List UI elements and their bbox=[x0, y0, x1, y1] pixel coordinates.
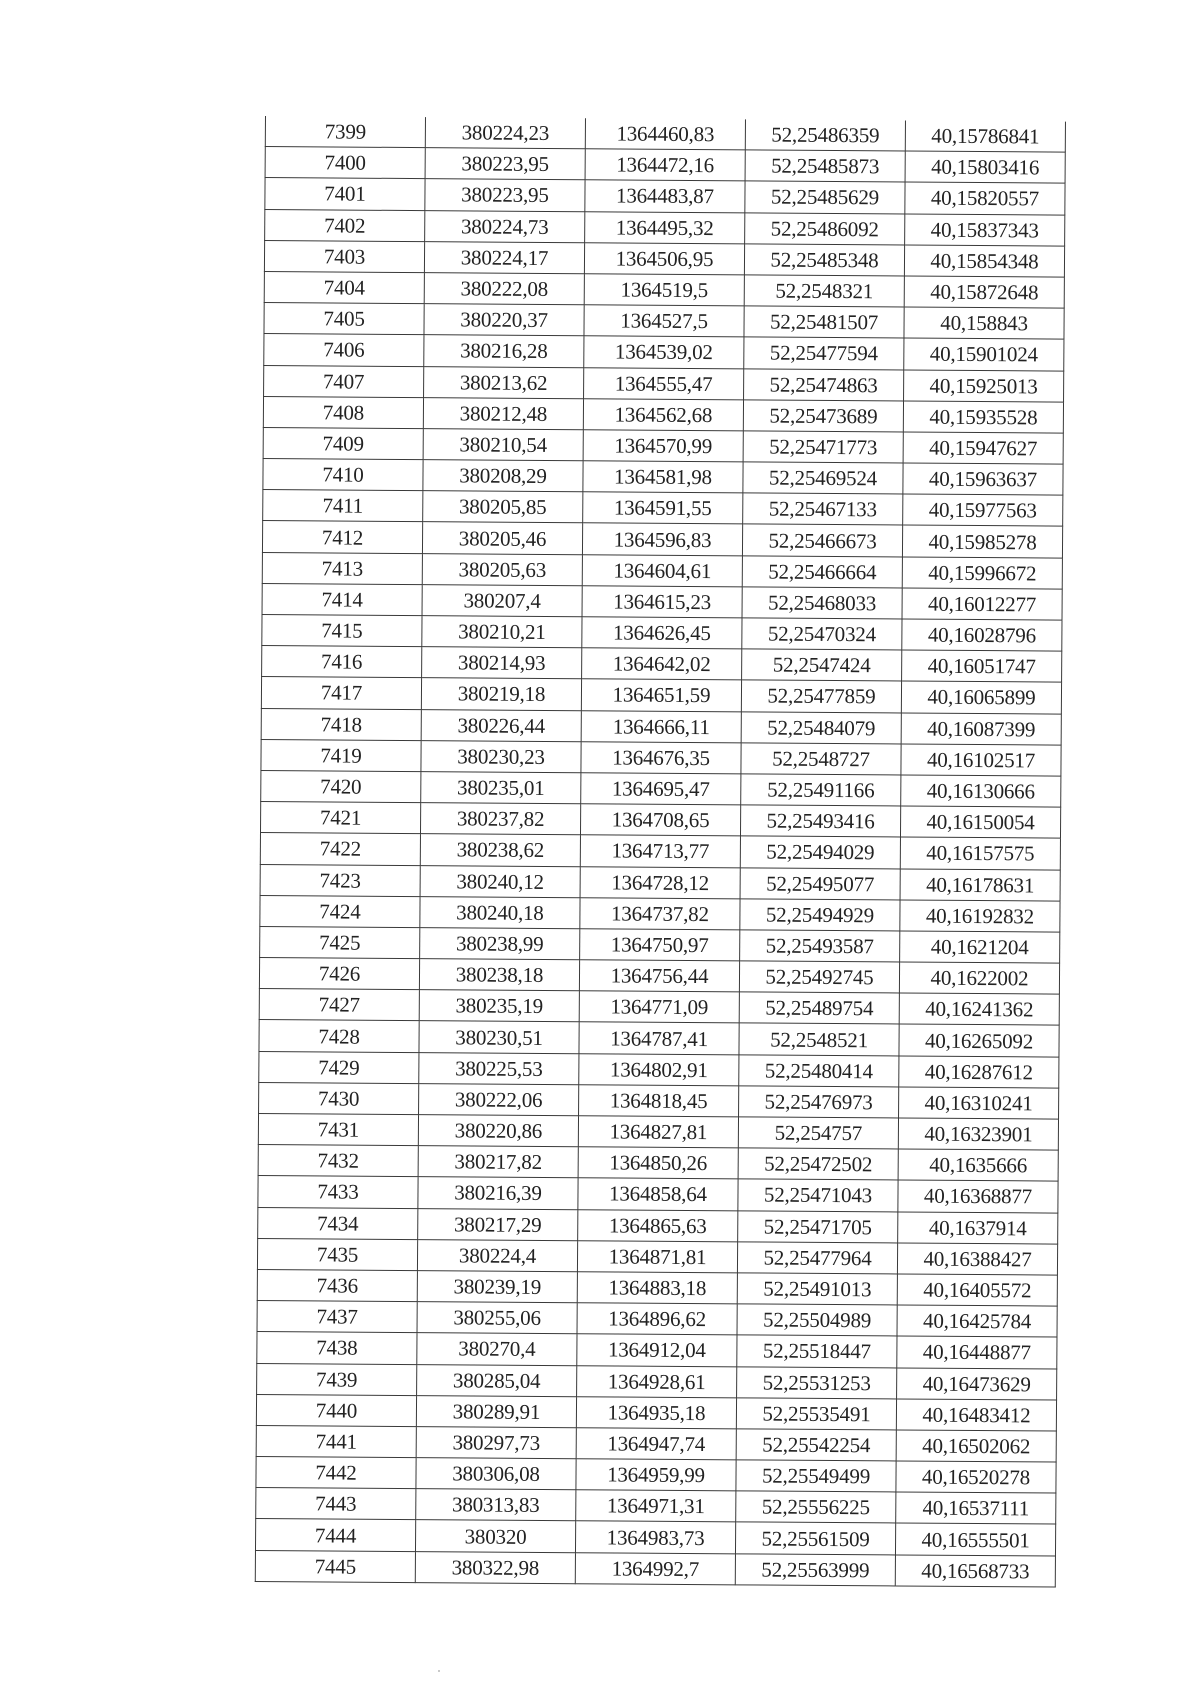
longitude-cell: 40,16065899 bbox=[901, 681, 1061, 713]
x-coordinate-cell: 380205,46 bbox=[422, 522, 582, 554]
point-number-cell: 7399 bbox=[265, 116, 425, 148]
x-coordinate-cell: 380222,06 bbox=[419, 1083, 579, 1115]
x-coordinate-cell: 380214,93 bbox=[422, 647, 582, 679]
x-coordinate-cell: 380213,62 bbox=[424, 366, 584, 398]
x-coordinate-cell: 380270,4 bbox=[417, 1333, 577, 1365]
point-number-cell: 7434 bbox=[258, 1207, 418, 1239]
x-coordinate-cell: 380224,4 bbox=[417, 1239, 577, 1271]
y-coordinate-cell: 1364519,5 bbox=[584, 274, 744, 306]
latitude-cell: 52,25469524 bbox=[743, 462, 903, 494]
latitude-cell: 52,25476973 bbox=[739, 1086, 899, 1118]
y-coordinate-cell: 1364756,44 bbox=[579, 960, 739, 992]
latitude-cell: 52,2547424 bbox=[742, 649, 902, 681]
point-number-cell: 7425 bbox=[260, 926, 420, 958]
y-coordinate-cell: 1364539,02 bbox=[584, 336, 744, 368]
latitude-cell: 52,25542254 bbox=[736, 1429, 896, 1461]
latitude-cell: 52,254757 bbox=[738, 1117, 898, 1149]
point-number-cell: 7433 bbox=[258, 1176, 418, 1208]
longitude-cell: 40,16537111 bbox=[896, 1492, 1056, 1524]
longitude-cell: 40,15935528 bbox=[903, 401, 1063, 433]
latitude-cell: 52,25473689 bbox=[743, 400, 903, 432]
point-number-cell: 7402 bbox=[265, 209, 425, 241]
x-coordinate-cell: 380239,19 bbox=[417, 1271, 577, 1303]
point-number-cell: 7427 bbox=[259, 989, 419, 1021]
x-coordinate-cell: 380313,83 bbox=[416, 1489, 576, 1521]
coordinate-table-container bbox=[255, 116, 1066, 1587]
longitude-cell: 40,15872648 bbox=[904, 276, 1064, 308]
x-coordinate-cell: 380205,85 bbox=[423, 491, 583, 523]
x-coordinate-cell: 380235,01 bbox=[421, 772, 581, 804]
point-number-cell: 7410 bbox=[263, 459, 423, 491]
longitude-cell: 40,15925013 bbox=[904, 369, 1064, 401]
y-coordinate-cell: 1364527,5 bbox=[584, 305, 744, 337]
longitude-cell: 40,15786841 bbox=[905, 120, 1065, 152]
longitude-cell: 40,16425784 bbox=[897, 1305, 1057, 1337]
y-coordinate-cell: 1364695,47 bbox=[581, 773, 741, 805]
point-number-cell: 7421 bbox=[260, 802, 420, 834]
longitude-cell: 40,16150054 bbox=[900, 806, 1060, 838]
longitude-cell: 40,16473629 bbox=[897, 1367, 1057, 1399]
y-coordinate-cell: 1364883,18 bbox=[577, 1272, 737, 1304]
latitude-cell: 52,25467133 bbox=[743, 493, 903, 525]
latitude-cell: 52,25484079 bbox=[741, 711, 901, 743]
latitude-cell: 52,25472502 bbox=[738, 1148, 898, 1180]
y-coordinate-cell: 1364483,87 bbox=[585, 180, 745, 212]
longitude-cell: 40,16157575 bbox=[900, 837, 1060, 869]
longitude-cell: 40,15854348 bbox=[904, 245, 1064, 277]
y-coordinate-cell: 1364935,18 bbox=[576, 1396, 736, 1428]
y-coordinate-cell: 1364896,62 bbox=[577, 1303, 737, 1335]
y-coordinate-cell: 1364737,82 bbox=[580, 897, 740, 929]
latitude-cell: 52,25494029 bbox=[740, 836, 900, 868]
longitude-cell: 40,16502062 bbox=[896, 1430, 1056, 1462]
point-number-cell: 7438 bbox=[257, 1332, 417, 1364]
table-row bbox=[255, 1550, 1055, 1587]
longitude-cell: 40,15803416 bbox=[905, 151, 1065, 183]
latitude-cell: 52,25471705 bbox=[738, 1210, 898, 1242]
y-coordinate-cell: 1364992,7 bbox=[575, 1552, 735, 1584]
y-coordinate-cell: 1364912,04 bbox=[577, 1334, 737, 1366]
y-coordinate-cell: 1364651,59 bbox=[581, 679, 741, 711]
longitude-cell: 40,16287612 bbox=[899, 1056, 1059, 1088]
latitude-cell: 52,25561509 bbox=[735, 1522, 895, 1554]
y-coordinate-cell: 1364495,32 bbox=[585, 211, 745, 243]
y-coordinate-cell: 1364959,99 bbox=[576, 1459, 736, 1491]
x-coordinate-cell: 380217,82 bbox=[418, 1146, 578, 1178]
longitude-cell: 40,16568733 bbox=[895, 1555, 1055, 1587]
x-coordinate-cell: 380306,08 bbox=[416, 1458, 576, 1490]
point-number-cell: 7407 bbox=[264, 365, 424, 397]
y-coordinate-cell: 1364750,97 bbox=[580, 929, 740, 961]
coordinate-table-body bbox=[255, 116, 1065, 1587]
x-coordinate-cell: 380322,98 bbox=[415, 1551, 575, 1583]
y-coordinate-cell: 1364596,83 bbox=[582, 523, 742, 555]
y-coordinate-cell: 1364676,35 bbox=[581, 741, 741, 773]
longitude-cell: 40,16555501 bbox=[895, 1523, 1055, 1555]
longitude-cell: 40,16483412 bbox=[896, 1399, 1056, 1431]
point-number-cell: 7431 bbox=[258, 1113, 418, 1145]
point-number-cell: 7409 bbox=[263, 427, 423, 459]
point-number-cell: 7420 bbox=[261, 770, 421, 802]
latitude-cell: 52,25531253 bbox=[737, 1366, 897, 1398]
x-coordinate-cell: 380297,73 bbox=[416, 1426, 576, 1458]
point-number-cell: 7404 bbox=[264, 271, 424, 303]
y-coordinate-cell: 1364827,81 bbox=[578, 1116, 738, 1148]
point-number-cell: 7440 bbox=[256, 1394, 416, 1426]
x-coordinate-cell: 380216,28 bbox=[424, 335, 584, 367]
x-coordinate-cell: 380210,21 bbox=[422, 616, 582, 648]
longitude-cell: 40,15837343 bbox=[905, 214, 1065, 246]
y-coordinate-cell: 1364947,74 bbox=[576, 1428, 736, 1460]
point-number-cell: 7422 bbox=[260, 833, 420, 865]
point-number-cell: 7445 bbox=[255, 1550, 415, 1582]
latitude-cell: 52,25556225 bbox=[736, 1491, 896, 1523]
latitude-cell: 52,25466664 bbox=[742, 555, 902, 587]
point-number-cell: 7441 bbox=[256, 1425, 416, 1457]
x-coordinate-cell: 380216,39 bbox=[418, 1177, 578, 1209]
x-coordinate-cell: 380285,04 bbox=[417, 1364, 577, 1396]
x-coordinate-cell: 380210,54 bbox=[423, 428, 583, 460]
latitude-cell: 52,25549499 bbox=[736, 1460, 896, 1492]
x-coordinate-cell: 380237,82 bbox=[420, 803, 580, 835]
latitude-cell: 52,25491013 bbox=[737, 1273, 897, 1305]
y-coordinate-cell: 1364506,95 bbox=[584, 242, 744, 274]
point-number-cell: 7426 bbox=[259, 958, 419, 990]
y-coordinate-cell: 1364708,65 bbox=[580, 804, 740, 836]
latitude-cell: 52,25495077 bbox=[740, 867, 900, 899]
y-coordinate-cell: 1364802,91 bbox=[579, 1053, 739, 1085]
x-coordinate-cell: 380230,23 bbox=[421, 740, 581, 772]
point-number-cell: 7435 bbox=[257, 1238, 417, 1270]
x-coordinate-cell: 380224,23 bbox=[425, 117, 585, 149]
x-coordinate-cell: 380207,4 bbox=[422, 584, 582, 616]
x-coordinate-cell: 380219,18 bbox=[421, 678, 581, 710]
point-number-cell: 7405 bbox=[264, 303, 424, 335]
x-coordinate-cell: 380238,62 bbox=[420, 834, 580, 866]
y-coordinate-cell: 1364818,45 bbox=[579, 1085, 739, 1117]
point-number-cell: 7400 bbox=[265, 147, 425, 179]
latitude-cell: 52,25481507 bbox=[744, 306, 904, 338]
latitude-cell: 52,25485873 bbox=[745, 150, 905, 182]
point-number-cell: 7412 bbox=[262, 521, 422, 553]
point-number-cell: 7444 bbox=[255, 1519, 415, 1551]
x-coordinate-cell: 380226,44 bbox=[421, 709, 581, 741]
latitude-cell: 52,25504989 bbox=[737, 1304, 897, 1336]
y-coordinate-cell: 1364865,63 bbox=[578, 1209, 738, 1241]
y-coordinate-cell: 1364728,12 bbox=[580, 866, 740, 898]
point-number-cell: 7417 bbox=[261, 677, 421, 709]
point-number-cell: 7439 bbox=[257, 1363, 417, 1395]
point-number-cell: 7432 bbox=[258, 1145, 418, 1177]
latitude-cell: 52,25493416 bbox=[740, 805, 900, 837]
latitude-cell: 52,25466673 bbox=[742, 524, 902, 556]
longitude-cell: 40,15996672 bbox=[902, 557, 1062, 589]
longitude-cell: 40,16241362 bbox=[899, 993, 1059, 1025]
x-coordinate-cell: 380289,91 bbox=[416, 1395, 576, 1427]
x-coordinate-cell: 380240,12 bbox=[420, 865, 580, 897]
x-coordinate-cell: 380225,53 bbox=[419, 1052, 579, 1084]
longitude-cell: 40,16265092 bbox=[899, 1024, 1059, 1056]
point-number-cell: 7403 bbox=[264, 240, 424, 272]
point-number-cell: 7428 bbox=[259, 1020, 419, 1052]
x-coordinate-cell: 380220,86 bbox=[418, 1115, 578, 1147]
y-coordinate-cell: 1364555,47 bbox=[584, 367, 744, 399]
y-coordinate-cell: 1364928,61 bbox=[577, 1365, 737, 1397]
longitude-cell: 40,15820557 bbox=[905, 182, 1065, 214]
point-number-cell: 7416 bbox=[262, 646, 422, 678]
x-coordinate-cell: 380320 bbox=[415, 1520, 575, 1552]
latitude-cell: 52,25480414 bbox=[739, 1054, 899, 1086]
point-number-cell: 7413 bbox=[262, 552, 422, 584]
longitude-cell: 40,1635666 bbox=[898, 1149, 1058, 1181]
y-coordinate-cell: 1364850,26 bbox=[578, 1147, 738, 1179]
latitude-cell: 52,25471773 bbox=[743, 431, 903, 463]
latitude-cell: 52,2548321 bbox=[744, 275, 904, 307]
point-number-cell: 7411 bbox=[263, 490, 423, 522]
x-coordinate-cell: 380255,06 bbox=[417, 1302, 577, 1334]
longitude-cell: 40,16051747 bbox=[902, 650, 1062, 682]
latitude-cell: 52,25477594 bbox=[744, 337, 904, 369]
y-coordinate-cell: 1364562,68 bbox=[583, 398, 743, 430]
y-coordinate-cell: 1364642,02 bbox=[582, 648, 742, 680]
y-coordinate-cell: 1364472,16 bbox=[585, 149, 745, 181]
longitude-cell: 40,1622002 bbox=[899, 962, 1059, 994]
y-coordinate-cell: 1364615,23 bbox=[582, 586, 742, 618]
longitude-cell: 40,16520278 bbox=[896, 1461, 1056, 1493]
point-number-cell: 7415 bbox=[262, 614, 422, 646]
scan-speck bbox=[438, 1670, 440, 1672]
longitude-cell: 40,16448877 bbox=[897, 1336, 1057, 1368]
latitude-cell: 52,25471043 bbox=[738, 1179, 898, 1211]
x-coordinate-cell: 380240,18 bbox=[420, 896, 580, 928]
longitude-cell: 40,16178631 bbox=[900, 868, 1060, 900]
latitude-cell: 52,25477964 bbox=[737, 1242, 897, 1274]
latitude-cell: 52,25535491 bbox=[736, 1398, 896, 1430]
x-coordinate-cell: 380222,08 bbox=[424, 273, 584, 305]
longitude-cell: 40,16087399 bbox=[901, 713, 1061, 745]
latitude-cell: 52,25489754 bbox=[739, 992, 899, 1024]
latitude-cell: 52,25486359 bbox=[745, 119, 905, 151]
y-coordinate-cell: 1364871,81 bbox=[577, 1240, 737, 1272]
latitude-cell: 52,25470324 bbox=[742, 618, 902, 650]
latitude-cell: 52,25563999 bbox=[735, 1553, 895, 1585]
point-number-cell: 7408 bbox=[263, 396, 423, 428]
x-coordinate-cell: 380223,95 bbox=[425, 148, 585, 180]
latitude-cell: 52,25492745 bbox=[739, 961, 899, 993]
longitude-cell: 40,16388427 bbox=[897, 1243, 1057, 1275]
longitude-cell: 40,16012277 bbox=[902, 588, 1062, 620]
x-coordinate-cell: 380205,63 bbox=[422, 553, 582, 585]
y-coordinate-cell: 1364787,41 bbox=[579, 1022, 739, 1054]
y-coordinate-cell: 1364626,45 bbox=[582, 617, 742, 649]
longitude-cell: 40,15901024 bbox=[904, 338, 1064, 370]
longitude-cell: 40,16192832 bbox=[900, 900, 1060, 932]
latitude-cell: 52,2548727 bbox=[741, 743, 901, 775]
latitude-cell: 52,25485348 bbox=[744, 244, 904, 276]
y-coordinate-cell: 1364858,64 bbox=[578, 1178, 738, 1210]
x-coordinate-cell: 380208,29 bbox=[423, 460, 583, 492]
x-coordinate-cell: 380235,19 bbox=[419, 990, 579, 1022]
longitude-cell: 40,16405572 bbox=[897, 1274, 1057, 1306]
point-number-cell: 7418 bbox=[261, 708, 421, 740]
longitude-cell: 40,16102517 bbox=[901, 744, 1061, 776]
point-number-cell: 7406 bbox=[264, 334, 424, 366]
latitude-cell: 52,25493587 bbox=[740, 930, 900, 962]
x-coordinate-cell: 380224,17 bbox=[424, 241, 584, 273]
y-coordinate-cell: 1364570,99 bbox=[583, 430, 743, 462]
x-coordinate-cell: 380220,37 bbox=[424, 304, 584, 336]
point-number-cell: 7423 bbox=[260, 864, 420, 896]
longitude-cell: 40,1637914 bbox=[898, 1212, 1058, 1244]
x-coordinate-cell: 380230,51 bbox=[419, 1021, 579, 1053]
longitude-cell: 40,15947627 bbox=[903, 432, 1063, 464]
y-coordinate-cell: 1364713,77 bbox=[580, 835, 740, 867]
latitude-cell: 52,25491166 bbox=[741, 774, 901, 806]
point-number-cell: 7419 bbox=[261, 739, 421, 771]
point-number-cell: 7429 bbox=[259, 1051, 419, 1083]
y-coordinate-cell: 1364460,83 bbox=[585, 118, 745, 150]
longitude-cell: 40,16130666 bbox=[901, 775, 1061, 807]
x-coordinate-cell: 380224,73 bbox=[425, 210, 585, 242]
coordinate-table bbox=[255, 116, 1066, 1587]
longitude-cell: 40,16310241 bbox=[899, 1087, 1059, 1119]
point-number-cell: 7424 bbox=[260, 895, 420, 927]
x-coordinate-cell: 380212,48 bbox=[423, 397, 583, 429]
latitude-cell: 52,25474863 bbox=[744, 368, 904, 400]
latitude-cell: 52,25468033 bbox=[742, 587, 902, 619]
point-number-cell: 7437 bbox=[257, 1301, 417, 1333]
point-number-cell: 7414 bbox=[262, 583, 422, 615]
y-coordinate-cell: 1364604,61 bbox=[582, 554, 742, 586]
y-coordinate-cell: 1364983,73 bbox=[575, 1521, 735, 1553]
longitude-cell: 40,16028796 bbox=[902, 619, 1062, 651]
x-coordinate-cell: 380238,18 bbox=[419, 959, 579, 991]
latitude-cell: 52,2548521 bbox=[739, 1023, 899, 1055]
x-coordinate-cell: 380238,99 bbox=[420, 927, 580, 959]
x-coordinate-cell: 380217,29 bbox=[418, 1208, 578, 1240]
point-number-cell: 7443 bbox=[256, 1488, 416, 1520]
longitude-cell: 40,15985278 bbox=[902, 525, 1062, 557]
x-coordinate-cell: 380223,95 bbox=[425, 179, 585, 211]
longitude-cell: 40,16368877 bbox=[898, 1180, 1058, 1212]
longitude-cell: 40,16323901 bbox=[898, 1118, 1058, 1150]
y-coordinate-cell: 1364581,98 bbox=[583, 461, 743, 493]
longitude-cell: 40,15963637 bbox=[903, 463, 1063, 495]
latitude-cell: 52,25494929 bbox=[740, 899, 900, 931]
point-number-cell: 7442 bbox=[256, 1457, 416, 1489]
latitude-cell: 52,25486092 bbox=[745, 212, 905, 244]
longitude-cell: 40,158843 bbox=[904, 307, 1064, 339]
point-number-cell: 7401 bbox=[265, 178, 425, 210]
point-number-cell: 7430 bbox=[259, 1082, 419, 1114]
y-coordinate-cell: 1364971,31 bbox=[576, 1490, 736, 1522]
latitude-cell: 52,25485629 bbox=[745, 181, 905, 213]
y-coordinate-cell: 1364771,09 bbox=[579, 991, 739, 1023]
y-coordinate-cell: 1364666,11 bbox=[581, 710, 741, 742]
longitude-cell: 40,1621204 bbox=[900, 931, 1060, 963]
point-number-cell: 7436 bbox=[257, 1269, 417, 1301]
longitude-cell: 40,15977563 bbox=[903, 494, 1063, 526]
latitude-cell: 52,25477859 bbox=[741, 680, 901, 712]
latitude-cell: 52,25518447 bbox=[737, 1335, 897, 1367]
y-coordinate-cell: 1364591,55 bbox=[583, 492, 743, 524]
